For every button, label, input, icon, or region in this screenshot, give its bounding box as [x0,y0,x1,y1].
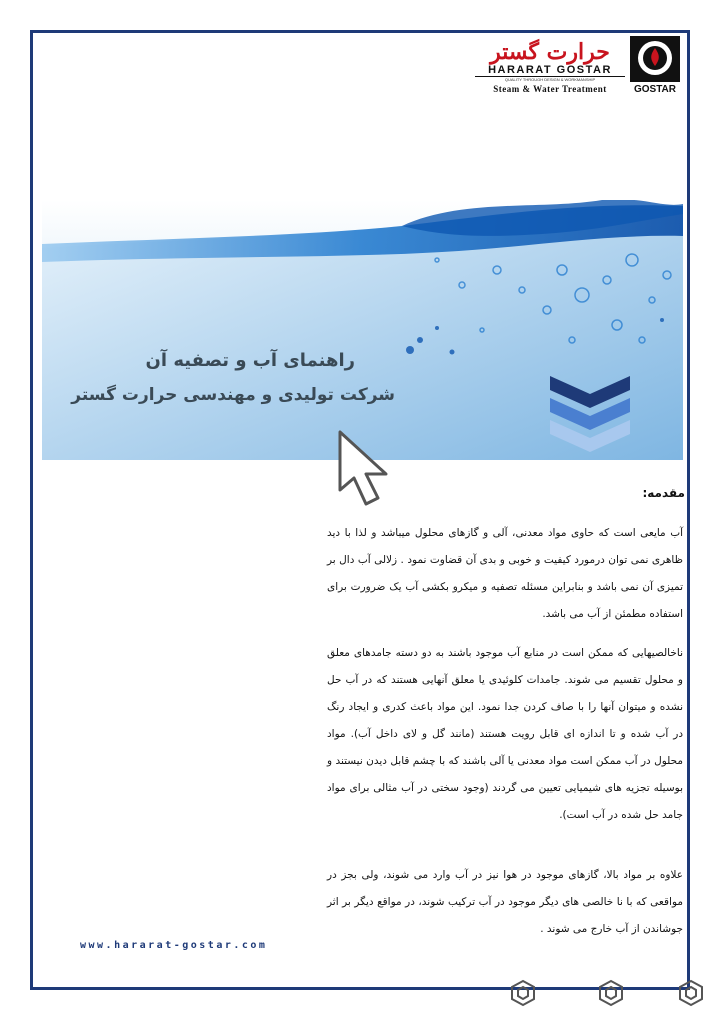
mouse-cursor-icon [336,428,400,510]
logo-subtitle: Steam & Water Treatment [493,84,607,94]
molecule-icon [508,978,538,1008]
banner-title: راهنمای آب و تصفیه آن [145,350,355,371]
water-banner [42,200,683,460]
paragraph-gases: علاوه بر مواد بالا، گازهای موجود در هوا نیز در آب وارد می شوند، ولی بجز در مواقعی که با نا خالصی های دیگر موجود در آب ترکیب شوند، در مواقع دیگر بر اثر جوشاندن از آب خارج می شوند . [327,869,683,935]
footer-website-link[interactable]: www.hararat-gostar.com [80,940,268,951]
logo-badge-text: GOSTAR [633,84,677,94]
molecule-icon [596,978,626,1008]
paragraph-intro: آب مایعی است که حاوی مواد معدنی، آلی و گازهای محلول میباشد و لذا با دید ظاهری نمی توان درمورد کیفیت و خوبی و بدی آن قضاوت نمود . زلالی آب دال بر تمیزی آن نمی باشد و بنابراین مسئله تصفیه و میکرو بکشی آب یک ضرورت برای استفاده مطمئن از آب می باشد. [327,527,683,620]
logo-wordmark [475,40,625,95]
molecule-icon [676,978,706,1008]
logo-name-fa: حرارت گستر [490,39,610,65]
logo-name-en: HARARAT GOSTAR [475,64,625,77]
logo-badge-icon [630,36,680,94]
paragraph-impurities: ناخالصیهایی که ممکن است در منابع آب موجود باشند به دو دسته جامدهای معلق و محلول تقسیم می شوند. جامدات کلوئیدی یا معلق آنهایی هستند که در آب حل نشده و میتوان آنها را با صاف کردن جدا نمود. این مواد باعث کدری و ایجاد رنگ در آب شده و تا اندازه ای قابل رویت هستند (مانند گل و لای داخل آب). مواد محلول در آب ممکن است مواد معدنی یا آلی باشند که با چشم قابل دیدن نیستند و بوسیله تجزیه های شیمیایی تعیین می گردند (وجود سختی در آب مثالی برای مواد جامد حل شده در آب است). [327,647,683,821]
banner-subtitle: شرکت تولیدی و مهندسی حرارت گستر [71,385,395,405]
page-border [30,30,690,990]
banner-titles [71,350,395,405]
logo-tagline: QUALITY THROUGH DESIGN & WORKMANSHIP [504,77,596,82]
section-heading: مقدمه: [642,486,685,500]
